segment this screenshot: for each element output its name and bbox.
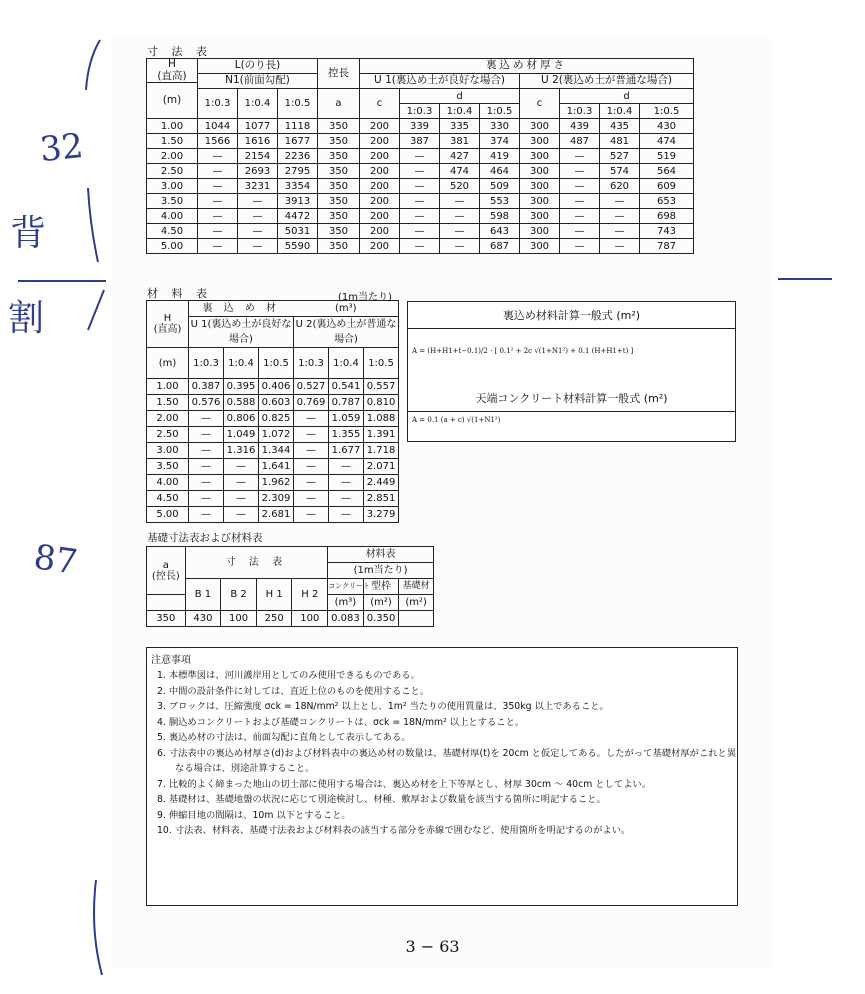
dimension-cell: 381 — [440, 134, 480, 149]
notes-box — [146, 647, 738, 906]
right-margin-mark — [778, 278, 832, 280]
dimension-cell: — — [560, 179, 600, 194]
dimension-cell: 350 — [318, 194, 360, 209]
material-row — [147, 379, 399, 395]
material-row — [147, 427, 399, 443]
dimension-cell: 519 — [640, 149, 694, 164]
dimension-cell: 2154 — [238, 149, 278, 164]
dimension-cell: 2.00 — [147, 149, 198, 164]
dimension-row — [147, 224, 694, 239]
dimension-cell: 787 — [640, 239, 694, 254]
dimension-cell: 335 — [440, 119, 480, 134]
dimension-cell: — — [440, 224, 480, 239]
material-cell: — — [294, 459, 329, 475]
material-cell: 1.059 — [329, 411, 364, 427]
material-cell: 0.576 — [189, 395, 224, 411]
dimension-cell: — — [400, 194, 440, 209]
tenba-formula-box — [407, 385, 736, 442]
dimension-cell: 427 — [440, 149, 480, 164]
dimension-cell: 3913 — [278, 194, 318, 209]
material-cell: 0.387 — [189, 379, 224, 395]
dimension-cell: 350 — [318, 164, 360, 179]
mat-hdr-urakomi: 裏 込 め 材 — [189, 301, 294, 317]
material-cell: — — [189, 507, 224, 523]
dimension-cell: 1616 — [238, 134, 278, 149]
dimension-cell: 350 — [318, 179, 360, 194]
col-d1-04: 1:0.4 — [440, 104, 480, 119]
material-cell: 0.541 — [329, 379, 364, 395]
dimension-cell: — — [238, 224, 278, 239]
fnd-col-h1: H 1 — [256, 579, 292, 611]
material-cell: 2.00 — [147, 411, 189, 427]
dimension-cell: 3354 — [278, 179, 318, 194]
fnd-col-b2: B 2 — [221, 579, 257, 611]
material-cell: 1.355 — [329, 427, 364, 443]
dimension-cell: — — [560, 239, 600, 254]
material-cell: 1.00 — [147, 379, 189, 395]
dimension-cell: — — [440, 239, 480, 254]
col-d2-03: 1:0.3 — [560, 104, 600, 119]
material-cell: 0.603 — [259, 395, 294, 411]
dimension-cell: — — [198, 164, 238, 179]
dimension-table-title: 寸 法 表 — [147, 45, 212, 58]
page-number: 3 − 63 — [405, 937, 460, 956]
dimension-cell: 200 — [360, 194, 400, 209]
material-cell: 4.00 — [147, 475, 189, 491]
dimension-cell: 481 — [600, 134, 640, 149]
foundation-cell — [399, 611, 434, 627]
mat-col-04a: 1:0.4 — [224, 348, 259, 379]
dimension-cell: — — [198, 179, 238, 194]
material-cell: — — [189, 443, 224, 459]
mat-col-05b: 1:0.5 — [364, 348, 399, 379]
col-d-u2: d — [560, 89, 694, 104]
dimension-cell: 374 — [480, 134, 520, 149]
fnd-col-base: 基礎材 — [399, 579, 434, 595]
notes-header: 注意事項 — [151, 655, 191, 666]
dimension-cell: 330 — [480, 119, 520, 134]
tenba-formula-title: 天端コンクリート材料計算一般式 (m²) — [408, 385, 735, 412]
material-cell: — — [224, 507, 259, 523]
dimension-cell: 3231 — [238, 179, 278, 194]
dimension-cell: 200 — [360, 224, 400, 239]
dimension-cell: — — [400, 209, 440, 224]
material-cell: 1.50 — [147, 395, 189, 411]
fnd-col-form: 型枠 — [363, 579, 399, 595]
dimension-cell: 2693 — [238, 164, 278, 179]
fnd-col-b1: B 1 — [185, 579, 221, 611]
material-cell: 1.718 — [364, 443, 399, 459]
material-row — [147, 459, 399, 475]
note-item: 1. 本標準図は、河川護岸用としてのみ使用できるものである。 — [157, 670, 420, 681]
material-cell: — — [294, 475, 329, 491]
material-cell: — — [329, 491, 364, 507]
hdr-hikae: 控長 — [318, 59, 360, 89]
fnd-unit-form: (m²) — [363, 595, 399, 611]
dimension-cell: 300 — [520, 224, 560, 239]
dimension-cell: — — [400, 179, 440, 194]
dimension-cell: 553 — [480, 194, 520, 209]
dimension-cell: — — [600, 239, 640, 254]
material-row — [147, 491, 399, 507]
material-cell: 1.962 — [259, 475, 294, 491]
dimension-row — [147, 239, 694, 254]
hdr-l: L(のり長) — [198, 59, 318, 74]
dimension-cell: 3.50 — [147, 194, 198, 209]
fnd-hdr-a: a (控長) — [147, 547, 186, 595]
dimension-table — [146, 58, 694, 254]
col-d-u1: d — [400, 89, 520, 104]
dimension-table-body — [147, 119, 694, 254]
dimension-cell: 350 — [318, 149, 360, 164]
material-cell: — — [329, 459, 364, 475]
material-cell: — — [224, 459, 259, 475]
dimension-row — [147, 149, 694, 164]
material-table — [146, 300, 399, 523]
dimension-cell: — — [238, 239, 278, 254]
mat-hdr-m: (m) — [147, 348, 189, 379]
dimension-cell: — — [400, 239, 440, 254]
note-item: 6. 寸法表中の裏込め材厚さ(d)および材料表中の裏込め材の数量は、基礎材厚(t)を 20cm と仮定してある。したがって基礎材厚がこれと異なる場合は、別途計算すること。 — [157, 747, 737, 774]
dimension-row — [147, 164, 694, 179]
material-cell: 2.071 — [364, 459, 399, 475]
urakomi-formula-expr: A = (H+H1+t−0.1)/2 · [ 0.1² + 2c √(1+N1²) + 0.1 (H+H1+t) ] — [412, 347, 634, 355]
material-cell: 1.641 — [259, 459, 294, 475]
material-cell: — — [294, 491, 329, 507]
material-cell: 0.527 — [294, 379, 329, 395]
dimension-cell: — — [560, 224, 600, 239]
dimension-cell: 350 — [318, 119, 360, 134]
dimension-cell: 520 — [440, 179, 480, 194]
note-item: 9. 伸縮目地の間隔は、10m 以下とすること。 — [157, 809, 351, 821]
dimension-cell: 3.00 — [147, 179, 198, 194]
dimension-cell: 2.50 — [147, 164, 198, 179]
dimension-cell: 1077 — [238, 119, 278, 134]
dimension-cell: — — [560, 164, 600, 179]
tenba-formula-expr: A = 0.1 (a + c) √(1+N1²) — [412, 416, 501, 424]
material-row — [147, 475, 399, 491]
fnd-hdr-material-unit: (1m当たり) — [328, 563, 434, 579]
material-cell: 1.677 — [329, 443, 364, 459]
hdr-u1: U 1(裏込め土が良好な場合) — [360, 74, 520, 89]
dimension-cell: — — [600, 224, 640, 239]
material-cell: 2.449 — [364, 475, 399, 491]
dimension-cell: 200 — [360, 209, 400, 224]
dimension-cell: 743 — [640, 224, 694, 239]
dimension-cell: 2236 — [278, 149, 318, 164]
foundation-cell: 430 — [185, 611, 221, 627]
mat-hdr-h: H (直高) — [147, 301, 189, 348]
dimension-cell: 300 — [520, 209, 560, 224]
material-table-body — [147, 379, 399, 523]
material-row — [147, 443, 399, 459]
dimension-cell: 598 — [480, 209, 520, 224]
dimension-cell: — — [560, 149, 600, 164]
col-slope-04: 1:0.4 — [238, 89, 278, 119]
note-item: 2. 中間の設計条件に対しては、直近上位のものを使用すること。 — [157, 685, 430, 697]
dimension-cell: 300 — [520, 119, 560, 134]
fnd-col-concrete: コンクリート — [328, 579, 364, 595]
dimension-cell: 200 — [360, 179, 400, 194]
material-cell: — — [329, 507, 364, 523]
dimension-cell: 509 — [480, 179, 520, 194]
dimension-cell: 474 — [440, 164, 480, 179]
material-cell: — — [189, 475, 224, 491]
dimension-cell: 5590 — [278, 239, 318, 254]
dimension-cell: — — [400, 224, 440, 239]
foundation-table — [146, 546, 434, 627]
dimension-cell: 387 — [400, 134, 440, 149]
dimension-cell: 300 — [520, 239, 560, 254]
material-row — [147, 507, 399, 523]
handwritten-number-32: 32 — [38, 125, 86, 171]
dimension-cell: 300 — [520, 134, 560, 149]
material-cell: 1.072 — [259, 427, 294, 443]
dimension-row — [147, 194, 694, 209]
material-cell: 1.088 — [364, 411, 399, 427]
dimension-cell: — — [198, 239, 238, 254]
dimension-row — [147, 119, 694, 134]
fnd-unit-concrete: (m³) — [328, 595, 364, 611]
dimension-cell: — — [600, 194, 640, 209]
material-cell: 2.851 — [364, 491, 399, 507]
col-d1-05: 1:0.5 — [480, 104, 520, 119]
dimension-cell: 620 — [600, 179, 640, 194]
col-c-u1: c — [360, 89, 400, 119]
dimension-cell: — — [400, 164, 440, 179]
col-c-u2: c — [520, 89, 560, 119]
dimension-cell: 200 — [360, 239, 400, 254]
col-d2-04: 1:0.4 — [600, 104, 640, 119]
dimension-cell: 350 — [318, 209, 360, 224]
dimension-cell: 1566 — [198, 134, 238, 149]
dimension-cell: 687 — [480, 239, 520, 254]
material-table-title: 材 料 表 — [147, 287, 212, 300]
material-cell: — — [294, 443, 329, 459]
dimension-cell: 564 — [640, 164, 694, 179]
material-cell: — — [294, 411, 329, 427]
dimension-cell: 609 — [640, 179, 694, 194]
urakomi-formula-box — [407, 301, 736, 387]
material-unit-note: (1m当たり) — [338, 292, 392, 303]
material-cell: — — [189, 491, 224, 507]
fnd-col-h2: H 2 — [292, 579, 328, 611]
material-cell: — — [189, 411, 224, 427]
material-cell: — — [189, 459, 224, 475]
handwritten-number-87: 87 — [31, 537, 80, 583]
material-cell: — — [224, 475, 259, 491]
material-cell: 1.049 — [224, 427, 259, 443]
notes-list — [147, 668, 737, 839]
hdr-u2: U 2(裏込め土が普通な場合) — [520, 74, 694, 89]
material-row — [147, 395, 399, 411]
material-cell: 0.787 — [329, 395, 364, 411]
material-cell: 0.395 — [224, 379, 259, 395]
dimension-cell: 300 — [520, 149, 560, 164]
dimension-cell: 474 — [640, 134, 694, 149]
foundation-cell: 0.350 — [363, 611, 399, 627]
dimension-cell: 1118 — [278, 119, 318, 134]
material-cell: 1.344 — [259, 443, 294, 459]
dimension-cell: 350 — [318, 239, 360, 254]
dimension-cell: 653 — [640, 194, 694, 209]
material-cell: 3.279 — [364, 507, 399, 523]
material-cell: 2.50 — [147, 427, 189, 443]
dimension-cell: 200 — [360, 164, 400, 179]
col-d1-03: 1:0.3 — [400, 104, 440, 119]
dimension-cell: 430 — [640, 119, 694, 134]
col-slope-05: 1:0.5 — [278, 89, 318, 119]
dimension-cell: — — [198, 194, 238, 209]
material-cell: 0.825 — [259, 411, 294, 427]
dimension-cell: — — [198, 149, 238, 164]
dimension-cell: — — [238, 194, 278, 209]
dimension-row — [147, 134, 694, 149]
material-cell: 0.806 — [224, 411, 259, 427]
fnd-hdr-sunpo: 寸 法 表 — [185, 547, 327, 579]
note-item: 5. 裏込め材の寸法は、前面勾配に直角として表示してある。 — [157, 732, 411, 743]
dimension-cell: 464 — [480, 164, 520, 179]
foundation-cell: 350 — [147, 611, 186, 627]
col-d2-05: 1:0.5 — [640, 104, 694, 119]
mat-col-03b: 1:0.3 — [294, 348, 329, 379]
dimension-cell: 439 — [560, 119, 600, 134]
mat-col-04b: 1:0.4 — [329, 348, 364, 379]
foundation-table-title: 基礎寸法表および材料表 — [147, 532, 263, 544]
note-item: 4. 胴込めコンクリートおよび基礎コンクリートは、σck = 18N/mm² 以上とすること。 — [157, 716, 525, 728]
material-cell: 1.391 — [364, 427, 399, 443]
hdr-n1: N1(前面勾配) — [198, 74, 318, 89]
mat-hdr-u1: U 1(裏込め土が良好な場合) — [189, 317, 294, 348]
dimension-cell: — — [400, 149, 440, 164]
material-cell: 0.588 — [224, 395, 259, 411]
note-item: 3. ブロックは、圧縮強度 σck = 18N/mm² 以上とし、1m² 当たりの使用質量は、350kg 以上であること。 — [157, 701, 609, 712]
material-cell: 0.810 — [364, 395, 399, 411]
material-cell: 0.557 — [364, 379, 399, 395]
dimension-row — [147, 179, 694, 194]
material-cell: 0.769 — [294, 395, 329, 411]
dimension-cell: 200 — [360, 134, 400, 149]
foundation-cell: 100 — [292, 611, 328, 627]
col-a: a — [318, 89, 360, 119]
dimension-cell: — — [440, 209, 480, 224]
dimension-cell: 350 — [318, 134, 360, 149]
dimension-cell: 1.50 — [147, 134, 198, 149]
dimension-cell: — — [440, 194, 480, 209]
material-cell: 3.00 — [147, 443, 189, 459]
foundation-cell: 250 — [256, 611, 292, 627]
note-item: 7. 比較的よく締まった地山の切土部に使用する場合は、裏込め材を上下等厚とし、材厚 30cm ～ 40cm としてよい。 — [157, 778, 652, 790]
hdr-urakomi: 裏込め材厚さ — [360, 59, 694, 74]
dimension-cell: 5031 — [278, 224, 318, 239]
dimension-cell: 300 — [520, 179, 560, 194]
mat-hdr-m3: (m³) — [294, 301, 399, 317]
material-cell: — — [189, 427, 224, 443]
dimension-cell: — — [600, 209, 640, 224]
mat-col-05a: 1:0.5 — [259, 348, 294, 379]
dimension-cell: 435 — [600, 119, 640, 134]
dimension-cell: 300 — [520, 164, 560, 179]
note-item: 10. 寸法表、材料表、基礎寸法表および材料表の該当する部分を赤線で囲むなど、使用箇所を明記するのがよい。 — [157, 825, 631, 836]
col-slope-03: 1:0.3 — [198, 89, 238, 119]
dimension-cell: 5.00 — [147, 239, 198, 254]
mat-hdr-u2: U 2(裏込め土が普通な場合) — [294, 317, 399, 348]
dimension-cell: 339 — [400, 119, 440, 134]
dimension-cell: 4.00 — [147, 209, 198, 224]
fnd-data-row — [147, 611, 434, 627]
dimension-cell: 574 — [600, 164, 640, 179]
dimension-cell: 643 — [480, 224, 520, 239]
dimension-cell: — — [560, 194, 600, 209]
fnd-hdr-material: 材料表 — [328, 547, 434, 563]
material-cell: 1.316 — [224, 443, 259, 459]
dimension-cell: 300 — [520, 194, 560, 209]
material-cell: — — [294, 507, 329, 523]
dimension-row — [147, 209, 694, 224]
dimension-cell: 350 — [318, 224, 360, 239]
urakomi-formula-title: 裏込め材料計算一般式 (m²) — [408, 302, 735, 329]
mat-col-03a: 1:0.3 — [189, 348, 224, 379]
dimension-cell: 1677 — [278, 134, 318, 149]
material-cell: 2.309 — [259, 491, 294, 507]
handwritten-kanji-1: 背 — [10, 213, 47, 254]
note-item: 8. 基礎材は、基礎地盤の状況に応じて別途検討し、材種、敷厚および数量を該当する箇所に明記すること。 — [157, 794, 606, 805]
dimension-cell: 2795 — [278, 164, 318, 179]
dimension-cell: 419 — [480, 149, 520, 164]
material-cell: 2.681 — [259, 507, 294, 523]
dimension-cell: — — [560, 209, 600, 224]
dimension-cell: 527 — [600, 149, 640, 164]
material-row — [147, 411, 399, 427]
dimension-cell: — — [238, 209, 278, 224]
dimension-cell: — — [198, 224, 238, 239]
dimension-cell: 4472 — [278, 209, 318, 224]
material-cell: 0.406 — [259, 379, 294, 395]
foundation-cell: 0.083 — [328, 611, 364, 627]
handwritten-kanji-2: 割 — [8, 298, 45, 339]
foundation-cell: 100 — [221, 611, 257, 627]
dimension-cell: 4.50 — [147, 224, 198, 239]
material-cell: — — [329, 475, 364, 491]
handwritten-fraction-line — [18, 280, 106, 282]
material-cell: 3.50 — [147, 459, 189, 475]
hdr-h: H (直高) — [147, 59, 198, 83]
dimension-cell: 1.00 — [147, 119, 198, 134]
material-cell: 5.00 — [147, 507, 189, 523]
dimension-cell: 698 — [640, 209, 694, 224]
dimension-cell: 487 — [560, 134, 600, 149]
material-cell: — — [294, 427, 329, 443]
fnd-unit-base: (m²) — [399, 595, 434, 611]
fnd-spacer — [147, 595, 186, 611]
dimension-cell: 200 — [360, 149, 400, 164]
dimension-cell: 200 — [360, 119, 400, 134]
dimension-cell: — — [198, 209, 238, 224]
hdr-m: (m) — [147, 83, 198, 119]
dimension-cell: 1044 — [198, 119, 238, 134]
material-cell: 4.50 — [147, 491, 189, 507]
material-cell: — — [224, 491, 259, 507]
